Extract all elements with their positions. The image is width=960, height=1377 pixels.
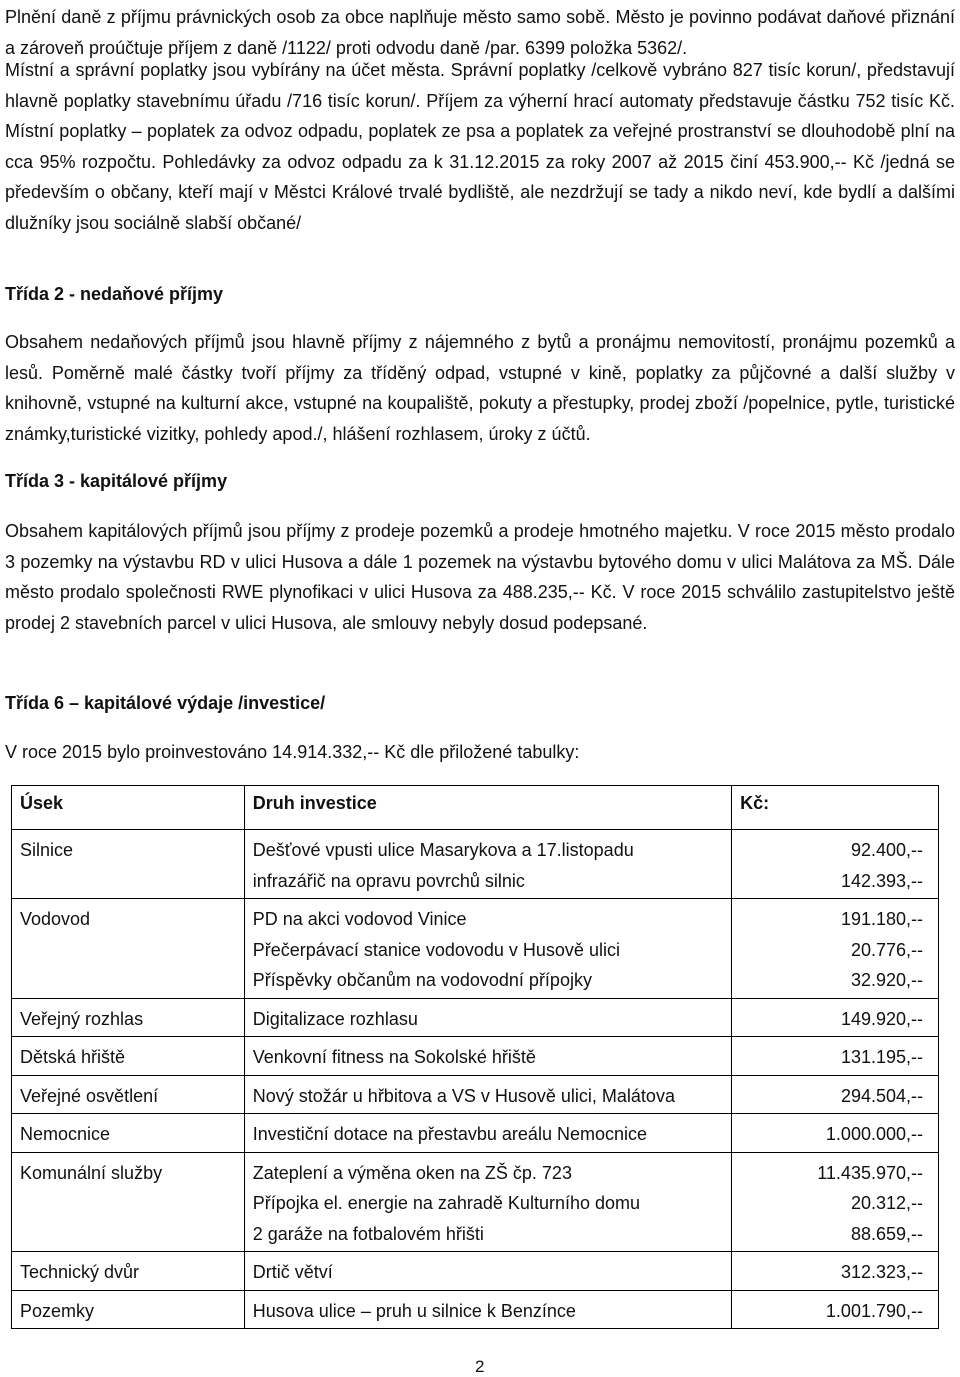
table-row xyxy=(12,1037,939,1076)
table-row xyxy=(12,998,939,1037)
heading-class-2: Třída 2 - nedaňové příjmy xyxy=(5,284,224,304)
investment-item: Husova ulice – pruh u silnice k Benzínce xyxy=(252,1300,576,1321)
sector-cell xyxy=(12,1037,245,1076)
sector-name: Technický dvůr xyxy=(20,1262,140,1282)
sector-cell xyxy=(12,1152,245,1252)
sector-name: Pozemky xyxy=(20,1300,95,1321)
table-row xyxy=(12,1075,939,1114)
amount-cell xyxy=(732,1114,939,1153)
amount-cell xyxy=(732,830,939,899)
sector-name: Vodovod xyxy=(20,909,91,929)
amount-value: 20.776,-- xyxy=(850,939,923,960)
sector-name: Dětská hřiště xyxy=(20,1047,126,1067)
investment-item: Investiční dotace na přestavbu areálu Nemocnice xyxy=(252,1124,647,1144)
sector-name: Nemocnice xyxy=(20,1124,111,1144)
amount-value: 11.435.970,-- xyxy=(817,1162,923,1183)
investment-cell xyxy=(244,998,731,1037)
investment-item: Příspěvky občanům na vodovodní přípojky xyxy=(252,970,592,990)
amount-cell xyxy=(732,1037,939,1076)
column-header-investment-type: Druh investice xyxy=(244,786,731,830)
investment-cell xyxy=(244,1075,731,1114)
table-row xyxy=(12,1152,939,1252)
investment-cell xyxy=(244,1290,731,1329)
investment-item: Drtič větví xyxy=(252,1262,333,1282)
paragraph-capital-income: Obsahem kapitálových příjmů jsou příjmy z prodeje pozemků a prodeje hmotného majetku. V roce 2015 město prodalo 3 pozemky na výstavbu RD v ulici Husova a dále 1 pozemek na výstavbu bytového domu v ulici Malátova za MŠ. Dále město prodalo společnosti RWE plynofikaci v ulici Husova za 488.235,-- Kč. V roce 2015 schválilo zastupitelstvo ještě prodej 2 stavebních parcel v ulici Husova, ale smlouvy nebyly dosud podepsané. xyxy=(5,521,955,633)
investment-cell xyxy=(244,1152,731,1252)
amount-value: 20.312,-- xyxy=(850,1193,923,1213)
sector-name: Veřejný rozhlas xyxy=(20,1008,144,1029)
table-row xyxy=(12,1290,939,1329)
investment-item: Dešťové vpusti ulice Masarykova a 17.listopadu xyxy=(252,840,634,860)
amount-cell xyxy=(732,1075,939,1114)
sector-name: Komunální služby xyxy=(20,1162,163,1183)
investment-item: Digitalizace rozhlasu xyxy=(252,1008,418,1029)
investment-item: Zateplení a výměna oken na ZŠ čp. 723 xyxy=(252,1162,572,1183)
investment-table xyxy=(11,785,939,1329)
paragraph-investment-total: V roce 2015 bylo proinvestováno 14.914.332,-- Kč dle přiložené tabulky: xyxy=(5,742,580,762)
paragraph-non-tax-income: Obsahem nedaňových příjmů jsou hlavně příjmy z nájemného z bytů a pronájmu nemovitostí, pronájmu pozemků a lesů. Poměrně malé částky tvoří příjmy za tříděný odpad, vstupné v kině, poplatky za půjčovné a další služby v knihovně, vstupné na kulturní akce, vstupné na koupaliště, pokuty a přestupky, prodej zboží /popelnice, pytle, turistické známky,turistické vizitky, pohledy apod./, hlášení rozhlasem, úroky z účtů. xyxy=(5,332,955,444)
page-number: 2 xyxy=(475,1357,485,1376)
sector-name: Veřejné osvětlení xyxy=(20,1085,159,1106)
investment-item: PD na akci vodovod Vinice xyxy=(252,909,467,929)
table-row xyxy=(12,830,939,899)
table-row xyxy=(12,899,939,999)
sector-cell xyxy=(12,830,245,899)
sector-cell xyxy=(12,899,245,999)
investment-item: Přípojka el. energie na zahradě Kulturního domu xyxy=(252,1193,641,1213)
investment-item: Přečerpávací stanice vodovodu v Husově ulici xyxy=(252,939,620,960)
amount-value: 149.920,-- xyxy=(840,1008,923,1029)
heading-class-3: Třída 3 - kapitálové příjmy xyxy=(5,471,228,491)
sector-cell xyxy=(12,1075,245,1114)
amount-value: 294.504,-- xyxy=(840,1085,923,1106)
investment-cell xyxy=(244,899,731,999)
amount-value: 1.000.000,-- xyxy=(825,1124,923,1144)
investment-item: 2 garáže na fotbalovém hřišti xyxy=(252,1223,484,1244)
amount-cell xyxy=(732,1152,939,1252)
sector-name: Silnice xyxy=(20,840,74,860)
amount-cell xyxy=(732,998,939,1037)
amount-value: 88.659,-- xyxy=(850,1223,923,1244)
investment-item: Venkovní fitness na Sokolské hřiště xyxy=(252,1047,536,1067)
investment-cell xyxy=(244,1037,731,1076)
amount-value: 92.400,-- xyxy=(850,840,923,860)
sector-cell xyxy=(12,1114,245,1153)
investment-item: Nový stožár u hřbitova a VS v Husově ulici, Malátova xyxy=(252,1085,675,1106)
sector-cell xyxy=(12,1252,245,1291)
table-header-row xyxy=(12,786,939,830)
amount-value: 312.323,-- xyxy=(840,1262,923,1282)
investment-item: infrazářič na opravu povrchů silnic xyxy=(252,870,525,891)
amount-cell xyxy=(732,1252,939,1291)
investment-cell xyxy=(244,830,731,899)
investment-cell xyxy=(244,1114,731,1153)
amount-value: 1.001.790,-- xyxy=(825,1300,923,1321)
amount-value: 32.920,-- xyxy=(850,970,923,990)
sector-cell xyxy=(12,998,245,1037)
column-header-sector: Úsek xyxy=(12,786,245,830)
heading-class-6: Třída 6 – kapitálové výdaje /investice/ xyxy=(5,693,326,713)
column-header-amount: Kč: xyxy=(732,786,939,830)
amount-cell xyxy=(732,1290,939,1329)
paragraph-fees: Místní a správní poplatky jsou vybírány na účet města. Správní poplatky /celkově vybráno 827 tisíc korun/, představují hlavně poplatky stavebnímu úřadu /716 tisíc korun/. Příjem za výherní hrací automaty představuje částku 752 tisíc Kč. Místní poplatky – poplatek za odvoz odpadu, poplatek ze psa a poplatek za veřejné prostranství se dlouhodobě plní na cca 95% rozpočtu. Pohledávky za odvoz odpadu za k 31.12.2015 za roky 2007 až 2015 činí 453.900,-- Kč /jedná se především o občany, kteří mají v Městci Králové trvalé bydliště, ale nezdržují se tady a nikdo neví, kde bydlí a dalšími dlužníky jsou sociálně slabší občané/ xyxy=(5,60,955,233)
table-row xyxy=(12,1114,939,1153)
amount-value: 191.180,-- xyxy=(840,909,923,929)
table-row xyxy=(12,1252,939,1291)
amount-value: 131.195,-- xyxy=(840,1047,923,1067)
investment-cell xyxy=(244,1252,731,1291)
amount-value: 142.393,-- xyxy=(840,870,923,891)
amount-cell xyxy=(732,899,939,999)
paragraph-tax-income: Plnění daně z příjmu právnických osob za obce naplňuje město samo sobě. Město je povinno podávat daňové přiznání a zároveň proúčtuje příjem z daně /1122/ proti odvodu daně /par. 6399 položka 5362/. xyxy=(5,7,955,58)
sector-cell xyxy=(12,1290,245,1329)
